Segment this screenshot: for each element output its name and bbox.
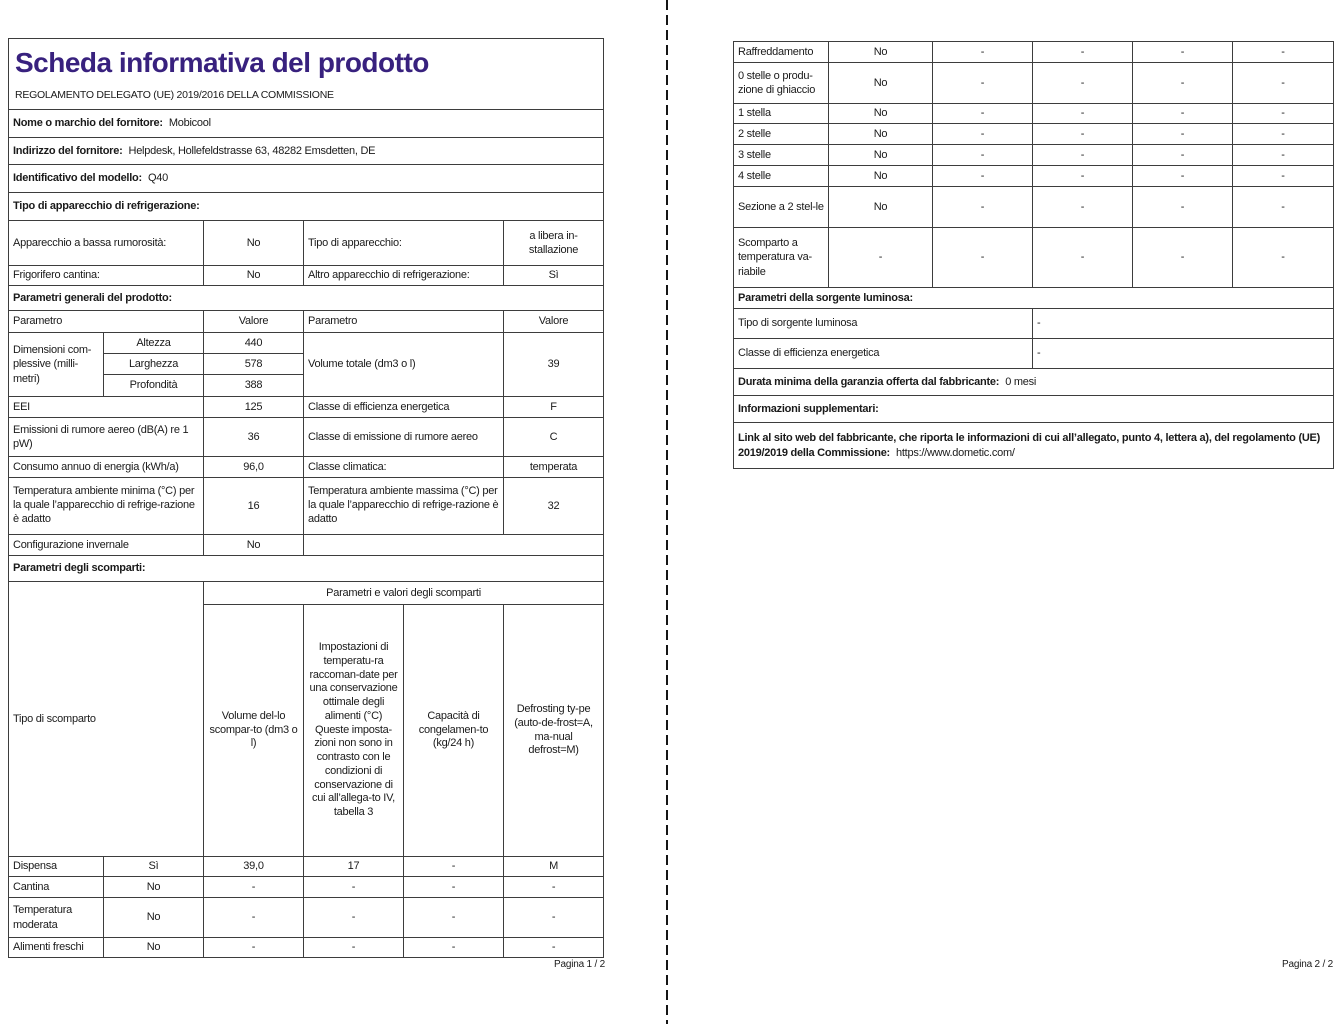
compartment-value: - — [1133, 124, 1233, 145]
compartment-name: Alimenti freschi — [9, 938, 104, 958]
compartment-value: - — [933, 187, 1033, 228]
column-header-parametro: Parametro — [9, 311, 204, 333]
compartment-present: - — [829, 228, 933, 288]
supplier-name-row — [9, 110, 604, 138]
param-label: Temperatura ambiente massima (°C) per la quale l’apparecchio di refrige-razione è adatto — [304, 478, 504, 535]
compartment-capacity: - — [404, 938, 504, 958]
dimension-name: Larghezza — [104, 354, 204, 375]
total-volume-label: Volume totale (dm3 o l) — [304, 333, 504, 397]
compartment-col-header-volume: Volume del-lo scompar-to (dm3 o l) — [204, 605, 304, 857]
param-label: Temperatura ambiente minima (°C) per la quale l’apparecchio di refrige-razione è adatto — [9, 478, 204, 535]
compartment-name: Raffreddamento — [734, 42, 829, 63]
light-energy-class-value: - — [1033, 339, 1334, 369]
page-1-footer: Pagina 1 / 2 — [554, 959, 605, 970]
param-label: Consumo annuo di energia (kWh/a) — [9, 457, 204, 478]
param-value: Sì — [504, 266, 604, 286]
compartment-value: - — [1133, 166, 1233, 187]
column-header-valore: Valore — [204, 311, 304, 333]
compartment-value: - — [1033, 104, 1133, 124]
model-id-value: Q40 — [147, 172, 168, 185]
compartment-col-header-freezing-capacity: Capacità di congelamen-to (kg/24 h) — [404, 605, 504, 857]
param-label: Configurazione invernale — [9, 535, 204, 556]
warranty-row — [734, 369, 1334, 396]
compartment-temp: - — [304, 938, 404, 958]
compartment-present: No — [829, 145, 933, 166]
compartment-defrost: - — [504, 877, 604, 898]
dimension-value: 388 — [204, 375, 304, 397]
compartment-type-header: Tipo di scomparto — [9, 582, 204, 857]
compartment-value: - — [1033, 166, 1133, 187]
compartment-present: No — [829, 166, 933, 187]
compartment-name: Scomparto a temperatura va-riabile — [734, 228, 829, 288]
compartment-capacity: - — [404, 898, 504, 938]
total-volume-value: 39 — [504, 333, 604, 397]
param-value: No — [204, 535, 304, 556]
compartment-name: Cantina — [9, 877, 104, 898]
compartment-name: 0 stelle o produ-zione di ghiaccio — [734, 63, 829, 104]
param-value: 96,0 — [204, 457, 304, 478]
param-label: Emissioni di rumore aereo (dB(A) re 1 pW) — [9, 418, 204, 457]
section-general-parameters: Parametri generali del prodotto: — [9, 286, 604, 311]
compartment-present: No — [829, 124, 933, 145]
compartment-value: - — [933, 42, 1033, 63]
supplier-address-value: Helpdesk, Hollefeldstrasse 63, 48282 Emsdetten, DE — [128, 144, 376, 157]
compartment-value: - — [1233, 228, 1334, 288]
compartment-name: Temperatura moderata — [9, 898, 104, 938]
param-value: No — [204, 266, 304, 286]
compartment-volume: - — [204, 877, 304, 898]
compartment-present: No — [104, 938, 204, 958]
compartment-value: - — [1033, 228, 1133, 288]
compartment-present: No — [829, 42, 933, 63]
supplier-name-value: Mobicool — [168, 117, 211, 130]
compartment-temp: - — [304, 898, 404, 938]
param-label: Tipo di apparecchio: — [304, 221, 504, 266]
compartment-present: Sì — [104, 857, 204, 877]
compartment-value: - — [933, 166, 1033, 187]
compartment-present: No — [829, 104, 933, 124]
param-label: Apparecchio a bassa rumorosità: — [9, 221, 204, 266]
compartment-value: - — [933, 63, 1033, 104]
compartment-name: 2 stelle — [734, 124, 829, 145]
compartment-temp: 17 — [304, 857, 404, 877]
supplier-name-label: Nome o marchio del fornitore: — [13, 117, 163, 130]
compartment-present: No — [829, 63, 933, 104]
dimension-name: Profondità — [104, 375, 204, 397]
param-value: 125 — [204, 397, 304, 418]
compartment-col-header-temperature-settings: Impostazioni di temperatu-ra raccoman-date per una conservazione ottimale degli alimenti (°C) Queste imposta-zioni non sono in contrasto con le condizioni di conservazione di cui all’allega-to IV, tabella 3 — [304, 605, 404, 857]
document-title: Scheda informativa del prodotto — [15, 47, 429, 78]
compartment-present: No — [104, 877, 204, 898]
page-1 — [8, 38, 603, 958]
supplier-address-row — [9, 138, 604, 165]
compartment-value: - — [1133, 228, 1233, 288]
compartment-volume: - — [204, 898, 304, 938]
compartment-volume: - — [204, 938, 304, 958]
param-label: Altro apparecchio di refrigerazione: — [304, 266, 504, 286]
page-2-footer: Pagina 2 / 2 — [1282, 959, 1333, 970]
param-value: 16 — [204, 478, 304, 535]
compartment-value: - — [1133, 104, 1233, 124]
compartment-capacity: - — [404, 877, 504, 898]
section-supplementary-info: Informazioni supplementari: — [734, 396, 1334, 423]
light-source-type-label: Tipo di sorgente luminosa — [734, 309, 1033, 339]
compartment-value: - — [1233, 63, 1334, 104]
compartment-name: 3 stelle — [734, 145, 829, 166]
param-label: EEI — [9, 397, 204, 418]
compartment-value: - — [933, 104, 1033, 124]
compartment-present: No — [104, 898, 204, 938]
light-source-type-value: - — [1033, 309, 1334, 339]
compartment-defrost: - — [504, 898, 604, 938]
compartment-volume: 39,0 — [204, 857, 304, 877]
compartment-value: - — [1233, 104, 1334, 124]
dimension-name: Altezza — [104, 333, 204, 354]
compartment-name: 4 stelle — [734, 166, 829, 187]
model-id-label: Identificativo del modello: — [13, 172, 142, 185]
compartment-temp: - — [304, 877, 404, 898]
manufacturer-link-url[interactable]: https://www.dometic.com/ — [895, 446, 1015, 459]
column-header-parametro: Parametro — [304, 311, 504, 333]
warranty-label: Durata minima della garanzia offerta dal fabbricante: — [738, 375, 1000, 388]
compartment-value: - — [1233, 145, 1334, 166]
param-value: C — [504, 418, 604, 457]
param-value: 32 — [504, 478, 604, 535]
compartment-value: - — [1133, 42, 1233, 63]
light-energy-class-label: Classe di efficienza energetica — [734, 339, 1033, 369]
compartment-name: 1 stella — [734, 104, 829, 124]
compartment-value: - — [1133, 145, 1233, 166]
dimension-value: 578 — [204, 354, 304, 375]
param-label: Classe di emissione di rumore aereo — [304, 418, 504, 457]
compartment-value: - — [1133, 187, 1233, 228]
compartment-group-header: Parametri e valori degli scomparti — [204, 582, 604, 605]
dimensions-label: Dimensioni com-plessive (milli-metri) — [9, 333, 104, 397]
compartment-defrost: - — [504, 938, 604, 958]
param-label: Classe climatica: — [304, 457, 504, 478]
warranty-value: 0 mesi — [1005, 375, 1037, 388]
model-id-row — [9, 165, 604, 193]
product-sheet-table — [8, 38, 604, 958]
param-value: 36 — [204, 418, 304, 457]
section-appliance-type: Tipo di apparecchio di refrigerazione: — [9, 193, 604, 221]
param-label: Classe di efficienza energetica — [304, 397, 504, 418]
column-header-valore: Valore — [504, 311, 604, 333]
empty-cell — [304, 535, 604, 556]
compartment-value: - — [1033, 63, 1133, 104]
compartment-value: - — [1033, 187, 1133, 228]
compartment-value: - — [933, 145, 1033, 166]
compartment-name: Sezione a 2 stel-le — [734, 187, 829, 228]
compartment-value: - — [1133, 63, 1233, 104]
compartment-value: - — [1233, 166, 1334, 187]
section-light-source: Parametri della sorgente luminosa: — [734, 288, 1334, 309]
regulation-subtitle: REGOLAMENTO DELEGATO (UE) 2019/2016 DELLA COMMISSIONE — [15, 89, 334, 102]
compartment-value: - — [933, 124, 1033, 145]
compartment-value: - — [1033, 42, 1133, 63]
supplier-address-label: Indirizzo del fornitore: — [13, 144, 123, 157]
param-label: Frigorifero cantina: — [9, 266, 204, 286]
compartment-name: Dispensa — [9, 857, 104, 877]
product-sheet-table-continued — [733, 41, 1334, 469]
compartment-value: - — [1233, 124, 1334, 145]
param-value: F — [504, 397, 604, 418]
manufacturer-link-label: Link al sito web del fabbricante, che riporta le informazioni di cui all’allegato, punto 4, lettera a), del regolamento (UE) 2019/2019 della Commissione: — [738, 432, 1321, 459]
compartment-col-header-defrosting-type: Defrosting ty-pe (auto-de-frost=A, ma-nual defrost=M) — [504, 605, 604, 857]
param-value: temperata — [504, 457, 604, 478]
title-block — [9, 39, 604, 110]
compartment-capacity: - — [404, 857, 504, 877]
compartment-value: - — [1033, 145, 1133, 166]
compartment-defrost: M — [504, 857, 604, 877]
page-divider-dashed-line — [666, 0, 668, 1024]
page-2 — [733, 41, 1333, 469]
compartment-value: - — [1233, 187, 1334, 228]
param-value: No — [204, 221, 304, 266]
compartment-value: - — [1233, 42, 1334, 63]
compartment-value: - — [1033, 124, 1133, 145]
section-compartments: Parametri degli scomparti: — [9, 556, 604, 582]
manufacturer-link-row — [734, 423, 1334, 469]
compartment-value: - — [933, 228, 1033, 288]
param-value: a libera in-stallazione — [504, 221, 604, 266]
compartment-present: No — [829, 187, 933, 228]
dimension-value: 440 — [204, 333, 304, 354]
